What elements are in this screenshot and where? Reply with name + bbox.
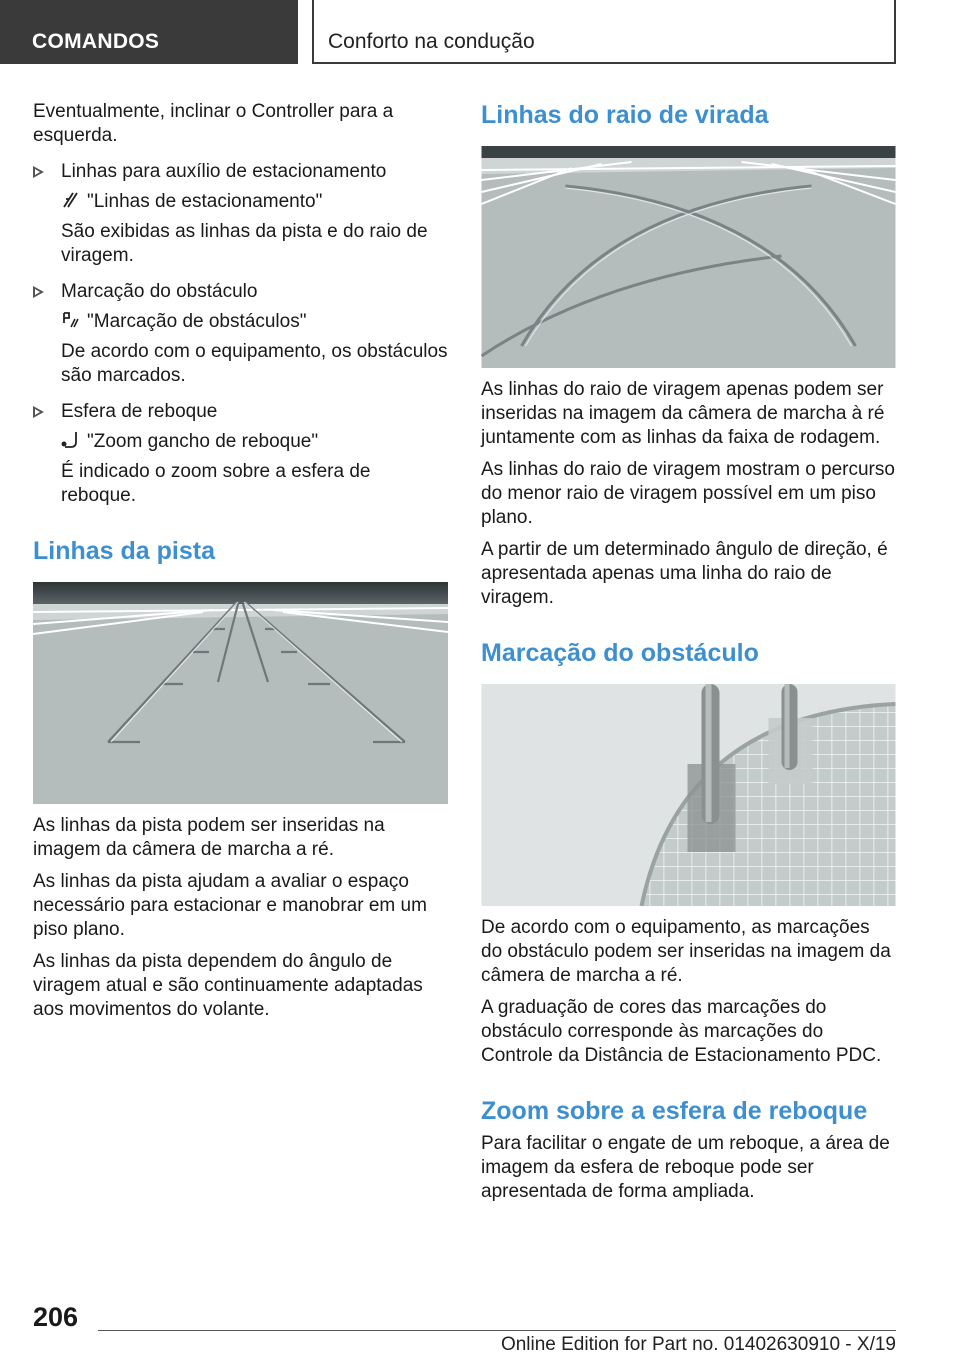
heading-turn-radius: Linhas do raio de virada	[481, 101, 769, 129]
bullet-tow-ball	[33, 400, 448, 424]
turn-paragraph-1: As linhas do raio de viragem apenas podem ser inseridas na imagem da câmera de marcha à ré juntamente com as linhas da faixa de rodagem.	[481, 379, 885, 448]
triangle-bullet-icon	[33, 286, 44, 298]
obstacle-marking-icon	[61, 311, 79, 329]
right-column	[481, 100, 896, 1212]
obstacle-paragraph-2: A graduação de cores das marcações do obstáculo corresponde às marcações do Controle da Distância de Estacionamento PDC.	[481, 997, 882, 1066]
heading-lane-lines: Linhas da pista	[33, 537, 215, 565]
section-tab: COMANDOS	[0, 0, 298, 64]
obstacle-paragraph-1: De acordo com o equipamento, as marcações do obstáculo podem ser inseridas na imagem da câmera de marcha a ré.	[481, 917, 891, 986]
obstacle-marking-figure	[481, 684, 896, 906]
intro-text: Eventualmente, inclinar o Controller para a esquerda.	[33, 101, 394, 146]
chapter-title: Conforto na condução	[312, 0, 896, 64]
left-column	[33, 100, 448, 1030]
lane-lines-figure	[33, 582, 448, 804]
bullet-desc: De acordo com o equipamento, os obstáculos são marcados.	[61, 341, 448, 386]
bullet-obstacle	[33, 280, 448, 304]
footer-edition: Online Edition for Part no. 01402630910 - X/19	[500, 1334, 896, 1355]
bullet-label: Marcação do obstáculo	[61, 281, 258, 302]
triangle-bullet-icon	[33, 166, 44, 178]
bullet-option: "Linhas de estacionamento"	[33, 190, 448, 214]
tow-hitch-icon	[61, 431, 79, 449]
heading-obstacle-marking: Marcação do obstáculo	[481, 639, 759, 667]
lanes-paragraph-2: As linhas da pista ajudam a avaliar o espaço necessário para estacionar e manobrar em um piso plano.	[33, 871, 427, 940]
page-number: 206	[33, 1302, 79, 1332]
footer-divider	[98, 1330, 896, 1331]
bullet-desc: São exibidas as linhas da pista e do raio de viragem.	[61, 221, 428, 266]
heading-tow-ball-zoom: Zoom sobre a esfera de reboque	[481, 1097, 868, 1125]
bullet-desc: É indicado o zoom sobre a esfera de reboque.	[61, 461, 371, 506]
bullet-label: Linhas para auxílio de estacionamento	[61, 161, 387, 182]
parking-lines-icon	[61, 191, 79, 209]
turn-paragraph-3: A partir de um determinado ângulo de direção, é apresentada apenas uma linha do raio de viragem.	[481, 539, 888, 608]
triangle-bullet-icon	[33, 406, 44, 418]
bullet-label: Esfera de reboque	[61, 401, 218, 422]
lanes-paragraph-3: As linhas da pista dependem do ângulo de viragem atual e são continuamente adaptadas aos movimentos do volante.	[33, 951, 423, 1020]
bullet-option: "Marcação de obstáculos"	[33, 310, 448, 334]
bullet-option: "Zoom gancho de reboque"	[33, 430, 448, 454]
turn-radius-figure	[481, 146, 896, 368]
lanes-paragraph-1: As linhas da pista podem ser inseridas na imagem da câmera de marcha a ré.	[33, 815, 385, 860]
turn-paragraph-2: As linhas do raio de viragem mostram o percurso do menor raio de viragem possível em um piso plano.	[481, 459, 895, 528]
zoom-paragraph-1: Para facilitar o engate de um reboque, a área de imagem da esfera de reboque pode ser apresentada de forma ampliada.	[481, 1133, 890, 1202]
bullet-parking-lines	[33, 160, 448, 184]
